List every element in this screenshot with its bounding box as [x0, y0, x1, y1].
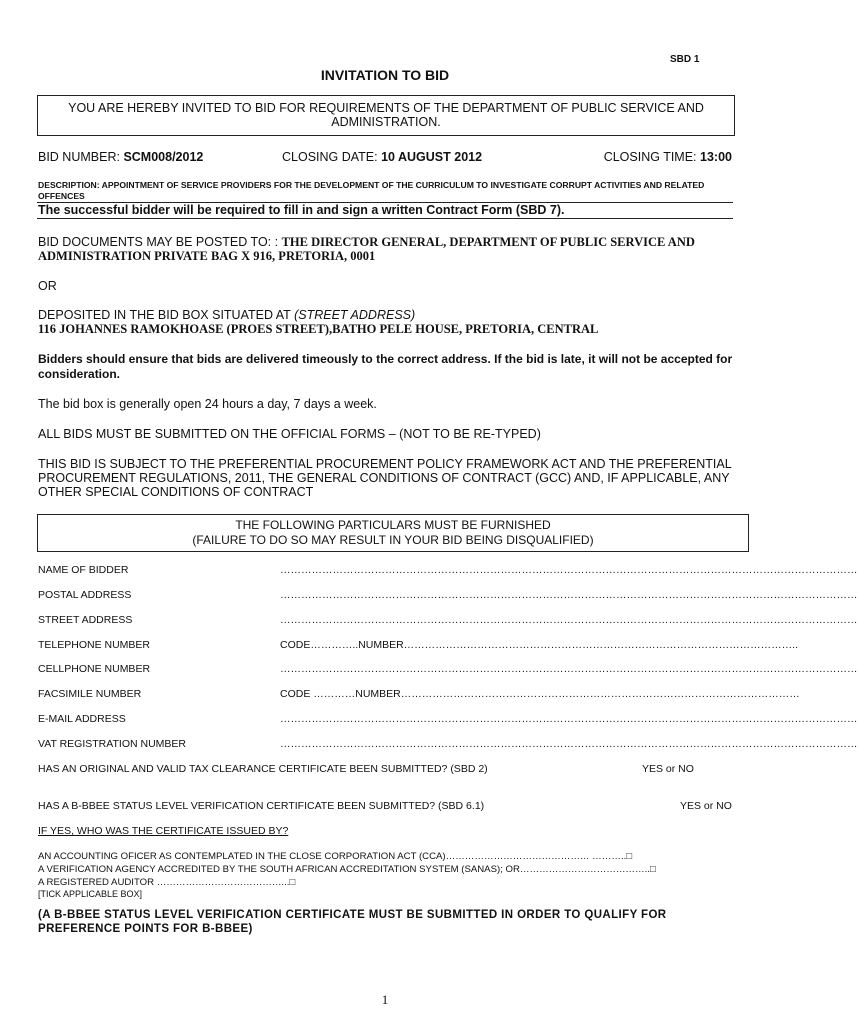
tax-question: HAS AN ORIGINAL AND VALID TAX CLEARANCE CERTIFICATE BEEN SUBMITTED? (SBD 2)	[38, 763, 488, 775]
deposited-label-text: DEPOSITED IN THE BID BOX SITUATED AT	[38, 308, 295, 322]
closing-date-label: CLOSING DATE:	[282, 150, 382, 164]
posted-to-label: BID DOCUMENTS MAY BE POSTED TO: :	[38, 235, 282, 249]
bbbee-answer[interactable]: YES or NO	[680, 800, 732, 812]
closing-time	[604, 150, 732, 164]
field-label-cellphone: CELLPHONE NUMBER	[38, 663, 151, 675]
if-yes-heading: IF YES, WHO WAS THE CERTIFICATE ISSUED BY?	[38, 825, 289, 837]
field-input-vat[interactable]: …………………………………………………………………………………………………………………………………………………	[280, 738, 858, 750]
field-label-name: NAME OF BIDDER	[38, 564, 129, 576]
page-number: 1	[381, 992, 389, 1007]
page-title: INVITATION TO BID	[320, 67, 450, 83]
closing-time-value: 13:00	[700, 150, 732, 164]
bid-number-label: BID NUMBER:	[38, 150, 124, 164]
deposited-label-italic: (STREET ADDRESS)	[294, 308, 416, 322]
or-text: OR	[38, 279, 57, 293]
posted-to	[38, 235, 738, 263]
bbbee-note: (A B-BBEE STATUS LEVEL VERIFICATION CERTIFICATE MUST BE SUBMITTED IN ORDER TO QUALIFY FOR PREFERENCE POINTS FOR B-BBEE)	[38, 909, 667, 935]
field-label-street: STREET ADDRESS	[38, 614, 133, 626]
issuer-option-auditor[interactable]: A REGISTERED AUDITOR …………………………………...□	[38, 877, 296, 888]
timely-note: Bidders should ensure that bids are delivered timeously to the correct address. If the bid is late, it will not be accepted for consideration.	[38, 352, 733, 381]
field-input-email[interactable]: …………………………………………………………………………………………………………………………………………………	[280, 713, 858, 725]
bid-number	[38, 150, 203, 164]
field-label-vat: VAT REGISTRATION NUMBER	[38, 738, 186, 750]
field-label-facsimile: FACSIMILE NUMBER	[38, 688, 142, 700]
invite-box	[37, 95, 735, 136]
field-input-facsimile[interactable]: CODE …………NUMBER……………………………………………………………………………………………………	[280, 688, 800, 700]
field-input-postal[interactable]: …………………………………………………………………………………………………………………………………………………	[280, 589, 858, 601]
official-forms: ALL BIDS MUST BE SUBMITTED ON THE OFFICIAL FORMS – (NOT TO BE RE-TYPED)	[38, 427, 541, 441]
description: DESCRIPTION: APPOINTMENT OF SERVICE PROVIDERS FOR THE DEVELOPMENT OF THE CURRICULUM TO INVESTIGATE CORRUPT ACTIVITIES AND RELATED OFFENCES	[38, 180, 705, 201]
field-label-postal: POSTAL ADDRESS	[38, 589, 132, 601]
field-input-telephone[interactable]: CODE…………..NUMBER…………………………………………………………………………………………………..	[280, 639, 799, 651]
field-label-email: E-MAIL ADDRESS	[38, 713, 126, 725]
contract-note: The successful bidder will be required to fill in and sign a written Contract Form (SBD 7).	[38, 203, 565, 217]
invite-text: YOU ARE HEREBY INVITED TO BID FOR REQUIREMENTS OF THE DEPARTMENT OF PUBLIC SERVICE AND ADMINISTRATION.	[68, 101, 704, 129]
contract-note-rule	[37, 218, 733, 219]
deposited-address: 116 JOHANNES RAMOKHOASE (PROES STREET),BATHO PELE HOUSE, PRETORIA, CENTRAL	[38, 322, 599, 336]
closing-date-value: 10 AUGUST 2012	[381, 150, 483, 164]
field-input-street[interactable]: …………………………………………………………………………………………………………………………………………………	[280, 614, 858, 626]
posted-to-address: THE DIRECTOR GENERAL, DEPARTMENT OF PUBLIC SERVICE AND ADMINISTRATION PRIVATE BAG X 916, PRETORIA, 0001	[38, 235, 695, 263]
subject-to: THIS BID IS SUBJECT TO THE PREFERENTIAL PROCUREMENT POLICY FRAMEWORK ACT AND THE PREFERENTIAL PROCUREMENT REGULATIONS, 2011, THE GENERAL CONDITIONS OF CONTRACT (GCC) AND, IF APPLICABLE, ANY OTHER SPECIAL CONDITIONS OF CONTRACT	[38, 457, 732, 499]
field-label-telephone: TELEPHONE NUMBER	[38, 639, 151, 651]
deposited-label	[38, 308, 415, 322]
particulars-header-box	[37, 514, 749, 552]
issuer-option-sanas[interactable]: A VERIFICATION AGENCY ACCREDITED BY THE SOUTH AFRICAN ACCREDITATION SYSTEM (SANAS); OR…………………………………..□	[38, 864, 656, 875]
bbbee-question: HAS A B-BBEE STATUS LEVEL VERIFICATION CERTIFICATE BEEN SUBMITTED? (SBD 6.1)	[38, 800, 485, 812]
form-code: SBD 1	[670, 54, 700, 65]
box-hours: The bid box is generally open 24 hours a day, 7 days a week.	[38, 397, 377, 411]
field-input-cellphone[interactable]: …………………………………………………………………………………………………………………………………………………	[280, 663, 858, 675]
particulars-header-line1: THE FOLLOWING PARTICULARS MUST BE FURNISHED	[235, 518, 551, 532]
closing-date	[282, 150, 482, 164]
issuer-option-cca[interactable]: AN ACCOUNTING OFICER AS CONTEMPLATED IN THE CLOSE CORPORATION ACT (CCA)……………………………………… ………..□	[38, 851, 633, 862]
field-input-name[interactable]: …………………………………………………………………………………………………………………………………………………	[280, 564, 858, 576]
tick-note: [TICK APPLICABLE BOX]	[38, 889, 143, 899]
closing-time-label: CLOSING TIME:	[603, 150, 701, 164]
bid-number-value: SCM008/2012	[123, 150, 204, 164]
particulars-header-line2: (FAILURE TO DO SO MAY RESULT IN YOUR BID BEING DISQUALIFIED)	[192, 533, 594, 547]
tax-answer[interactable]: YES or NO	[642, 763, 694, 775]
